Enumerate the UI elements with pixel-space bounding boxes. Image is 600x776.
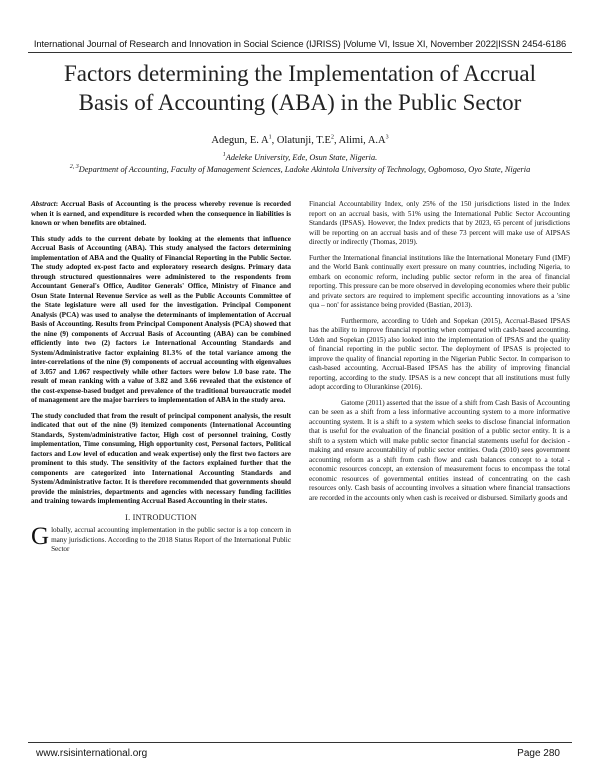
- title-line-1: Factors determining the Implementation of Accrual: [64, 61, 536, 86]
- intro-text: lobally, accrual accounting implementation in the public sector is a top concern in many jurisdictions. According to the 2018 Status Report of the International Public Sector: [51, 526, 291, 553]
- body-paragraph-3: Furthermore, according to Udeh and Sopekan (2015), Accrual-Based IPSAS has the ability to improve financial reporting when compared with cash-based accounting. Udeh and Sopekan (2015) also looked into the implementation of IPSAS and the quality of financial reporting in the public sector. The deployment of IPSAS is projected to improve the quality of financial reporting in the Nigerian Public Sector. In comparison to cash-based accounting, Accrual-Based IPSAS has the ability of improving financial reporting, according to the study. IPSAS is a new concept that all institutions must fully adopt according to Olurankinse (2016).: [309, 316, 570, 391]
- intro-paragraph: [31, 523, 291, 555]
- drop-cap: G: [31, 523, 50, 550]
- affiliation-2-text: Department of Accounting, Faculty of Management Sciences, Ladoke Akintola University of Technology, Ogbomoso, Oyo State, Nigeria: [78, 165, 531, 174]
- paper-title: [36, 59, 564, 117]
- page-number: Page 280: [517, 748, 560, 759]
- abstract-p2: This study adds to the current debate by looking at the elements that influence Accrual Basis of Accounting (ABA). This study analysed the factors determining implementation of ABA and the Quality of Financial Reporting in the Public Sector. The study adopted ex-post facto and exploratory research designs. Primary data through structured questionnaires were administered to the respondents from Accountant General's Office, Auditor Generals' Office, Ministry of Finance and Osun State Internal Revenue Service as well as the Public Accounts Committee of the State legislature were all used for the investigation. Principal Component Analysis (PCA) was used to analyse the determinants of implementation of Accrual Basis of Accounting. Results from Principal Component Analysis (PCA) showed that the nine (9) components of Accrual Basis of Accounting (ABA) can be combined efficiently into two (2) factors i.e International Accounting Standards and System/Administrative factor explaining 81.3% of the total variance among the inter-correlations of the nine (9) components of accrual accounting with eigenvalues of 3.057 and 1.067 respectively while other factors were below 1.0 base rate. The result of mean ranking with a value of 3.82 and 3.66 revealed that the existence of the cost-expense-based budget and prevalence of the traditional bureaucratic model of management are the major barriers to implementation of ABA in the study area.: [31, 234, 291, 404]
- author-1-sup: 1: [268, 134, 272, 141]
- running-head: International Journal of Research and Innovation in Social Science (IJRISS) |Volume VI, Issue XI, November 2022|ISSN 2454-6186: [33, 38, 567, 49]
- affiliation-1-sup: 1: [222, 152, 226, 159]
- abstract-label: Abstract: [31, 200, 56, 208]
- affiliation-2-sup: 2, 3: [69, 164, 79, 171]
- affiliation-1-text: Adeleke University, Ede, Osun State, Nigeria.: [225, 153, 378, 162]
- body-paragraph-2: Further the International financial institutions like the International Monetary Fund (IMF) and the World Bank continually exert pressure on many countries, including Nigeria, to embark on economic reform, including public sector reform in the area of financial reporting. This pressure can be more observed in developing economies where their public and private sectors are required to implement specific accounting innovations as a 'sine qua – non' for assistance being provided (Bastian, 2013).: [309, 253, 570, 309]
- affiliation-2: [40, 164, 560, 175]
- affiliation-1: [40, 152, 560, 163]
- author-list: Adegun, E. $A^1$, Olatunji, $T.E^2$, Alimi, $A.A^3$: [211, 134, 389, 146]
- left-column: [31, 200, 291, 561]
- body-paragraph-4: Gatome (2011) asserted that the issue of a shift from Cash Basis of Accounting can be seen as a shift from a less informative accounting system to a more informative accounting system. It is a shift to a system which seeks to disclose financial information that is useful for the evaluation of the financial position of a public sector entity. It is a shift to a system which will make public sector financial statements useful for decision - making and ensure accountability of public sector entities. Ouda (2010) sees government accounting reform as a shift from cash flow and cash balances concept to a total - economic resources concept, an extension of measurement focus to encompass the total economic resources of governmental entities instead of concentrating on the cash resources only. Cash basis of accounting involves a situation where financial transactions are recorded in the accounts only when cash is received or disbursed. Similarly goods and: [309, 398, 570, 502]
- author-3: Alimi, A.A: [338, 135, 386, 146]
- abstract-p3: The study concluded that from the result of principal component analysis, the result indicated that out of the nine (9) itemized components (International Accounting Standards, System/administrative factor, High cost of personnel training, Costly implementation, Time consuming, High opportunity cost, Personal factors, Political factors and Low level of education and weak expertise) only the first two factors are prominent to this study. The sensitivity of the factors explained further that the components are categorized into International Accounting Standards and System/Administrative factor. It is therefore recommended that governments should provide the ministries, departments and agencies with necessary funding facilities and training towards implementing Accrual Based Accounting in their states.: [31, 411, 291, 505]
- body-paragraph-1: Financial Accountability Index, only 25% of the 150 jurisdictions listed in the Index report on an accrual basis, with 51% using the International Public Sector Accounting Standards (IPSAS). However, the Index predicts that by 2023, 65 percent of jurisdictions will be reporting on an accrual basis and of these 73 percent will make use of AIPSAS directly or indirectly (Thomas, 2019).: [309, 200, 570, 246]
- author-1: Adegun, E. A: [211, 135, 269, 146]
- abstract-intro: [31, 200, 291, 229]
- right-column: [309, 200, 570, 509]
- author-2-sup: 2: [330, 134, 334, 141]
- section-heading-introduction: I. INTRODUCTION: [125, 512, 197, 522]
- footer-website: www.rsisinternational.org: [36, 748, 148, 759]
- abstract-p1: : Accrual Basis of Accounting is the process whereby revenue is recorded when it is earned, and expenditure is recorded when the consequence in liabilities is known or when benefits are obtained.: [31, 200, 291, 227]
- title-line-2: Basis of Accounting (ABA) in the Public Sector: [78, 90, 522, 115]
- footer-rule: [28, 742, 572, 743]
- author-2: Olatunji, T.E: [276, 135, 331, 146]
- header-rule: [28, 52, 572, 53]
- author-3-sup: 3: [385, 134, 389, 141]
